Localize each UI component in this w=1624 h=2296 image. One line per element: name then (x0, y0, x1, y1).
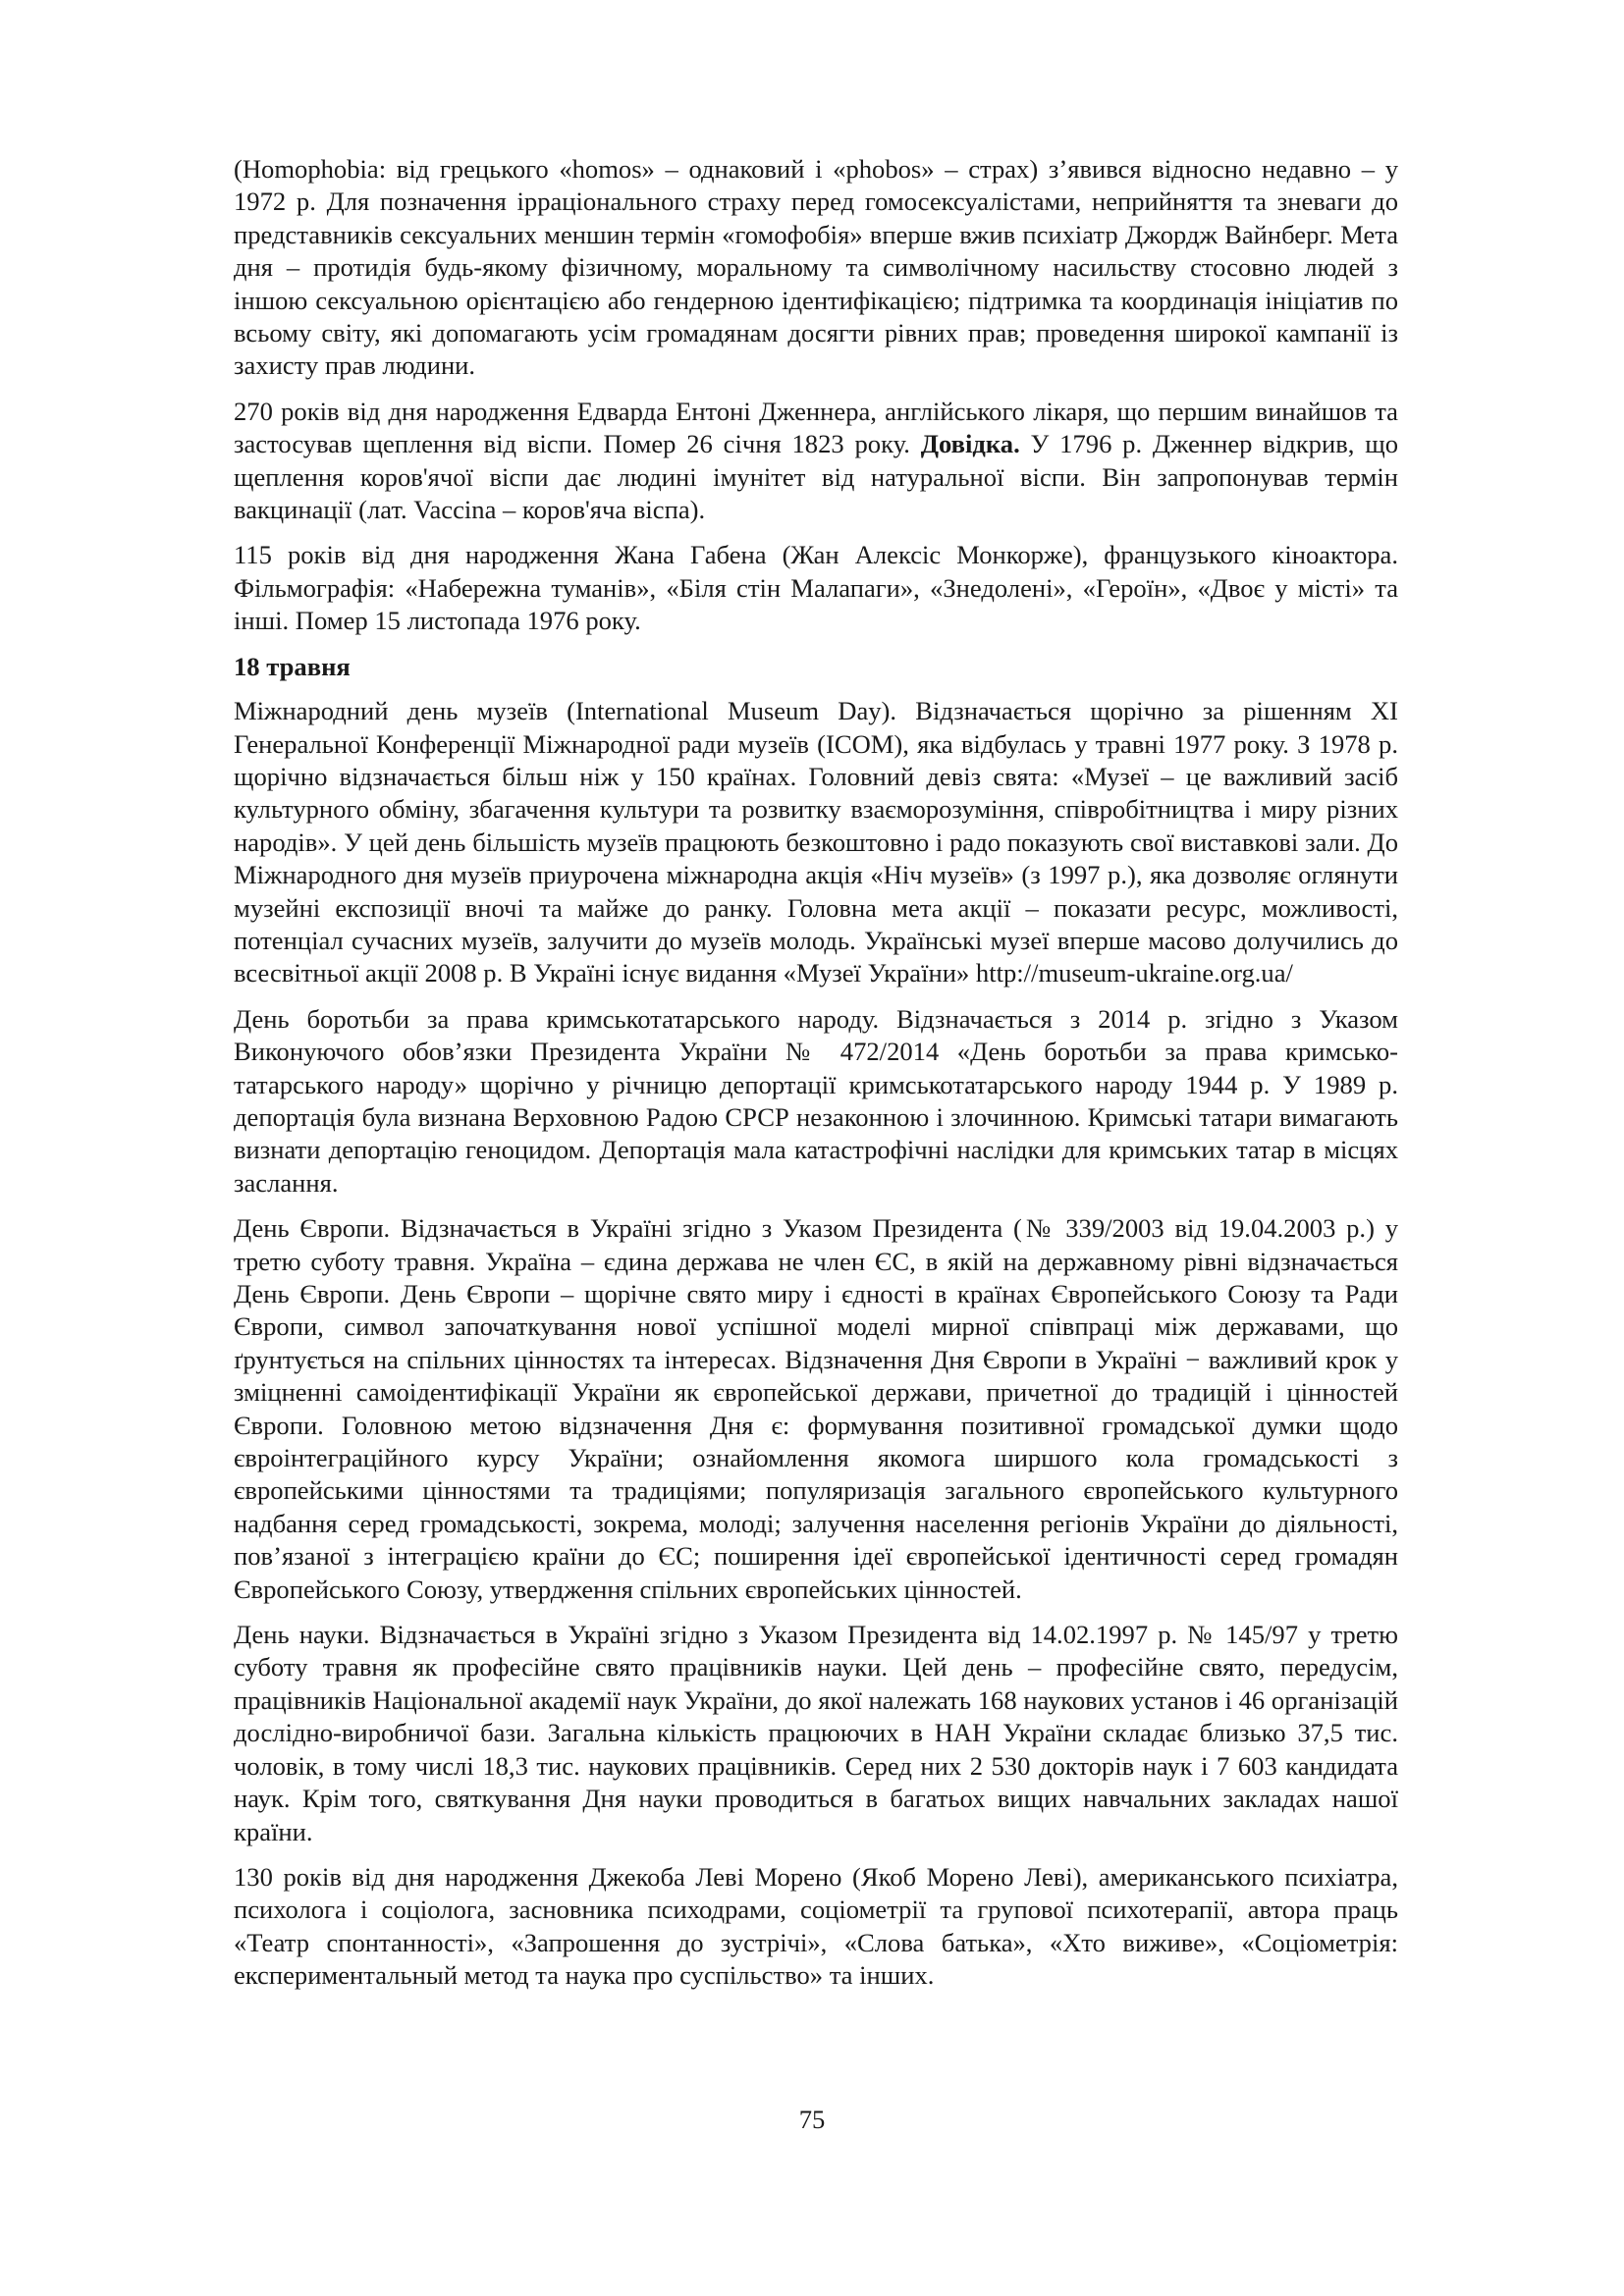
paragraph-crimean-tatar-day: День боротьби за права кримськотатарського народу. Відзначається з 2014 р. згідно з Указом Виконуючого обов’язки Президента України № 472/2014 «День боротьби за права кримсько-татарського народу» щорічно у річницю депортації кримськотатарського народу 1944 р. У 1989 р. депортація була визнана Верховною Радою СРСР незаконною і злочинною. Кримські татари вимагають визнати депортацію геноцидом. Депортація мала катастрофічні наслідки для кримських татар в місцях заслання. (234, 1003, 1398, 1198)
paragraph-jenner (234, 396, 1398, 527)
jenner-reference-text: У 1796 р. Дженнер відкрив, що щеплення коров'ячої віспи дає людині імунітет від натуральної віспи. Він запропонував термін вакцинації (лат. Vaccina – коров'яча віспа). (234, 429, 1398, 525)
page-number: 75 (798, 2105, 826, 2134)
paragraph-europe-day: День Європи. Відзначається в Україні згідно з Указом Президента (№ 339/2003 від 19.04.2003 р.) у третю суботу травня. Україна – єдина держава не член ЄС, в якій на державному рівні відзначається День Європи. День Європи – щорічне свято миру і єдності в країнах Європейського Союзу та Ради Європи, символ започаткування нової успішної моделі мирної співпраці між державами, що ґрунтується на спільних цінностях та інтересах. Відзначення Дня Європи в Україні − важливий крок у зміцненні самоідентифікації України як європейської держави, причетної до традицій і цінностей Європи. Головною метою відзначення Дня є: формування позитивної громадської думки щодо євроінтеграційного курсу України; ознайомлення якомога ширшого кола громадськості з європейськими цінностями та традиціями; популяризація загального європейського культурного надбання серед громадськості, зокрема, молоді; залучення населення регіонів України до діяльності, пов’язаної з інтеграцією країни до ЄС; поширення ідеї європейської ідентичності серед громадян Європейського Союзу, утвердження спільних європейських цінностей. (234, 1213, 1398, 1604)
page-content (234, 153, 1398, 2005)
date-heading: 18 травня (234, 651, 351, 681)
paragraph-homophobia: (Homophobia: від грецького «homos» – однаковий і «phobos» – страх) з’явився відносно недавно – у 1972 р. Для позначення ірраціонального страху перед гомосексуалістами, неприйняття та зневаги до представників сексуальних меншин термін «гомофобія» вперше вжив психіатр Джордж Вайнберг. Мета дня – протидія будь-якому фізичному, моральному та символічному насильству стосовно людей з іншою сексуальною орієнтацією або гендерною ідентифікацією; підтримка та координація ініціатив по всьому світу, які допомагають усім громадянам досягти рівних прав; проведення широкої кампанії із захисту прав людини. (234, 154, 1398, 381)
jenner-text: 270 років від дня народження Едварда Ентоні Дженнера, англійського лікаря, що першим винайшов та застосував щеплення від віспи. Помер 26 січня 1823 року. (234, 396, 1398, 459)
reference-label: Довідка. (920, 429, 1020, 459)
paragraph-moreno: 130 років від дня народження Джекоба Леві Морено (Якоб Морено Леві), американського психіатра, психолога і соціолога, засновника психодрами, соціометрії та групової психотерапії, автора праць «Театр спонтанності», «Запрошення до зустрічі», «Слова батька», «Хто виживе», «Соціометрія: експериментальный метод та наука про суспільство» та інших. (234, 1861, 1398, 1991)
paragraph-science-day: День науки. Відзначається в Україні згідно з Указом Президента від 14.02.1997 р. № 145/97 у третю суботу травня як професійне свято працівників науки. Цей день – професійне свято, передусім, працівників Національної академії наук України, до якої належать 168 наукових установ і 46 організацій дослідно-виробничої бази. Загальна кількість працюючих в НАН України складає близько 37,5 тис. чоловік, в тому числі 18,3 тис. наукових працівників. Серед них 2 530 докторів наук і 7 603 кандидата наук. Крім того, святкування Дня науки проводиться в багатьох вищих навчальних закладах нашої країни. (234, 1620, 1398, 1846)
paragraph-museum-day: Міжнародний день музеїв (International Museum Day). Відзначається щорічно за рішенням XI Генеральної Конференції Міжнародної ради музеїв (ICOM), яка відбулась у травні 1977 року. З 1978 р. щорічно відзначається більш ніж у 150 країнах. Головний девіз свята: «Музеї – це важливий засіб культурного обміну, збагачення культури та розвитку взаєморозуміння, співробітництва і миру різних народів». У цей день більшість музеїв працюють безкоштовно і радо показують свої виставкові зали. До Міжнародного дня музеїв приурочена міжнародна акція «Ніч музеїв» (з 1997 р.), яка дозволяє оглянути музейні експозиції вночі та майже до ранку. Головна мета акції – показати ресурс, можливості, потенціал сучасних музеїв, залучити до музеїв молодь. Українські музеї вперше масово долучились до всесвітньої акції 2008 р. В Україні існує видання «Музеї України» http://museum-ukraine.org.ua/ (234, 696, 1398, 988)
paragraph-gabin: 115 років від дня народження Жана Габена (Жан Алексіс Монкорже), французького кіноактора. Фільмографія: «Набережна туманів», «Біля стін Малапаги», «Знедолені», «Героїн», «Двоє у місті» та інші. Помер 15 листопада 1976 року. (234, 540, 1398, 636)
